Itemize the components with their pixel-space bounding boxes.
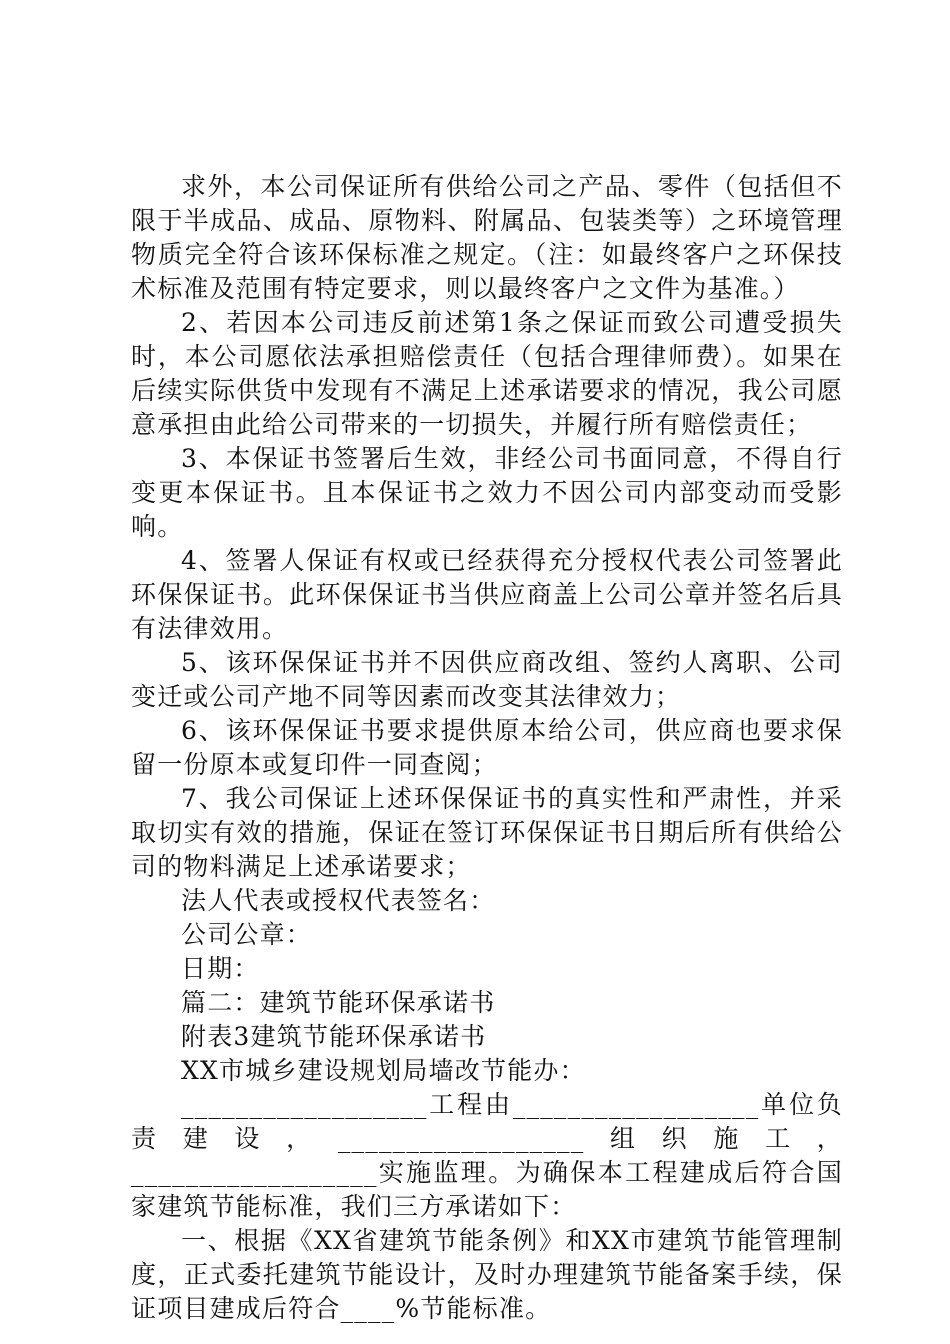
- paragraph-continuation: 求外，本公司保证所有供给公司之产品、零件（包括但不限于半成品、成品、原物料、附属品、包装类等）之环境管理物质完全符合该环保标准之规定。（注：如最终客户之环保技术标准及范围有特定要求，则以最终客户之文件为基准。）: [131, 172, 843, 303]
- paragraph-item-3: 3、本保证书签署后生效，非经公司书面同意，不得自行变更本保证书。且本保证书之效力不因公司内部变动而受影响。: [131, 444, 843, 541]
- section-heading: 篇二：建筑节能环保承诺书: [181, 988, 496, 1017]
- date-line: 日期：: [181, 954, 260, 983]
- attachment-title: 附表3建筑节能环保承诺书: [181, 1022, 487, 1051]
- project-paragraph: __________________工程由__________________单位负责建设，__________________组织施工，__________________实施监理。为确保本工程建成后符合国家建筑节能标准，我们三方承诺如下：: [131, 1090, 843, 1221]
- addressee-line: XX市城乡建设规划局墙改节能办：: [181, 1056, 586, 1085]
- commitment-item-1: 一、根据《XX省建筑节能条例》和XX市建筑节能管理制度，正式委托建筑节能设计，及时办理建筑节能备案手续，保证项目建成后符合____%节能标准。: [131, 1226, 843, 1323]
- paragraph-item-2: 2、若因本公司违反前述第1条之保证而致公司遭受损失时，本公司愿依法承担赔偿责任（包括合理律师费）。如果在后续实际供货中发现有不满足上述承诺要求的情况，我公司愿意承担由此给公司带来的一切损失，并履行所有赔偿责任；: [131, 308, 843, 439]
- signature-line: 法人代表或授权代表签名：: [181, 886, 496, 915]
- paragraph-item-7: 7、我公司保证上述环保保证书的真实性和严肃性，并采取切实有效的措施，保证在签订环保保证书日期后所有供给公司的物料满足上述承诺要求；: [131, 784, 843, 881]
- paragraph-item-6: 6、该环保保证书要求提供原本给公司，供应商也要求保留一份原本或复印件一同查阅；: [131, 716, 843, 779]
- paragraph-item-5: 5、该环保保证书并不因供应商改组、签约人离职、公司变迁或公司产地不同等因素而改变其法律效力；: [131, 648, 843, 711]
- paragraph-item-4: 4、签署人保证有权或已经获得充分授权代表公司签署此环保保证书。此环保保证书当供应商盖上公司公章并签名后具有法律效用。: [131, 546, 843, 643]
- company-seal-line: 公司公章：: [181, 920, 313, 949]
- document-body: [131, 170, 843, 1326]
